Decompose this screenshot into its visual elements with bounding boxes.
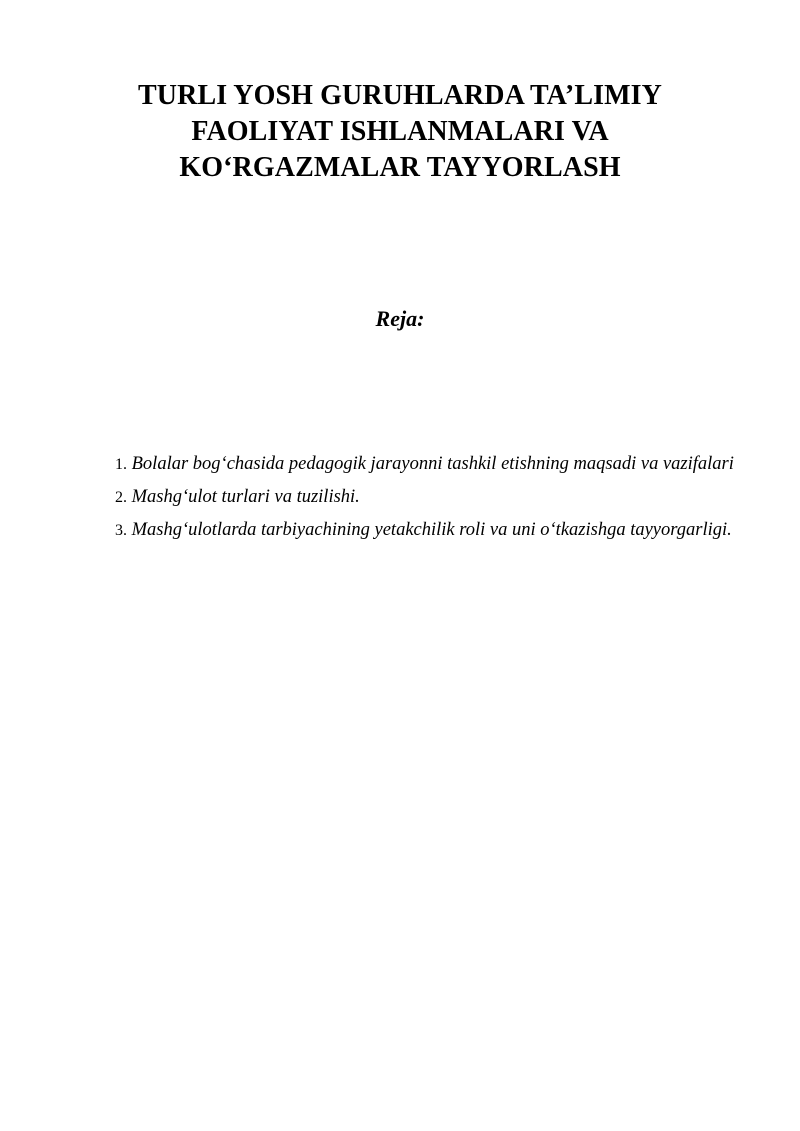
plan-list	[115, 448, 741, 547]
title-line-1: TURLI YOSH GURUHLARDA TA’LIMIY	[138, 80, 662, 111]
plan-heading: Reja:	[375, 306, 425, 331]
plan-item-number: 3.	[115, 522, 127, 539]
plan-item-1	[115, 448, 741, 481]
plan-item-number: 2.	[115, 489, 127, 506]
plan-item-3	[115, 514, 741, 547]
document-title	[115, 78, 685, 186]
title-line-3: KO‘RGAZMALAR TAYYORLASH	[179, 152, 621, 183]
plan-item-text: Mashg‘ulotlarda tarbiyachining yetakchilik roli va uni o‘tkazishga tayyorgarligi.	[131, 520, 732, 540]
plan-item-number: 1.	[115, 456, 127, 473]
title-line-2: FAOLIYAT ISHLANMALARI VA	[191, 116, 609, 147]
plan-item-2	[115, 481, 741, 514]
plan-item-text: Mashg‘ulot turlari va tuzilishi.	[131, 487, 360, 507]
plan-item-text: Bolalar bog‘chasida pedagogik jarayonni tashkil etishning maqsadi va vazifalari	[131, 454, 734, 474]
